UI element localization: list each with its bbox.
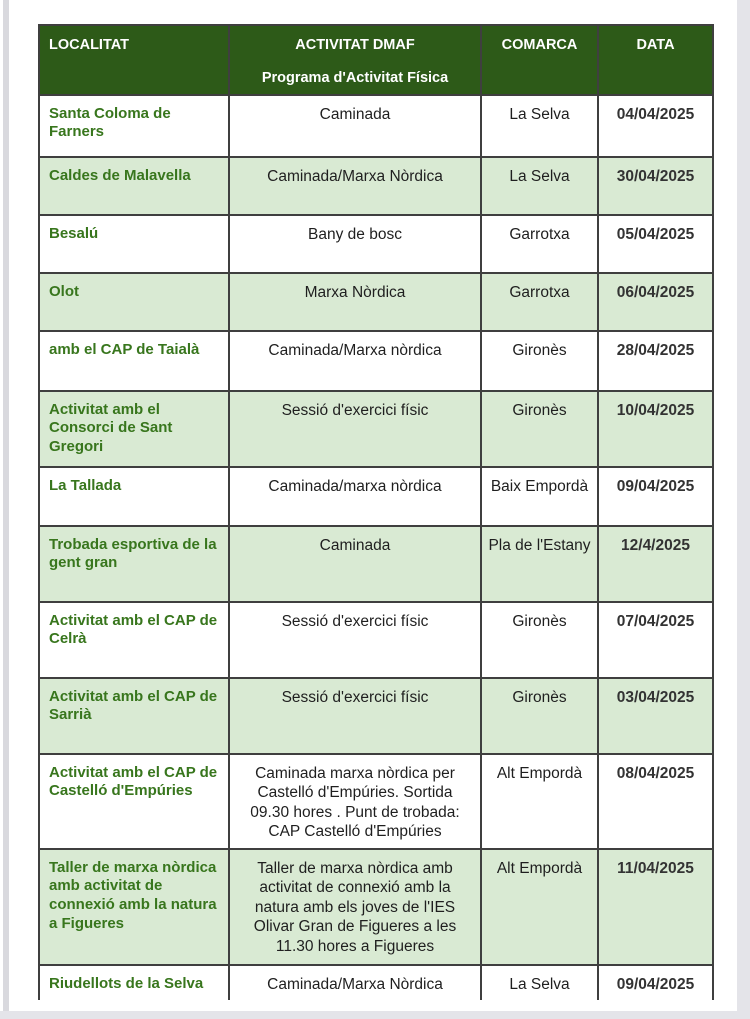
cell-activitat: Taller de marxa nòrdica amb activitat de connexió amb la natura amb els joves de l'IES Olivar Gran de Figueres a les 11.30 hores a Figueres (229, 849, 481, 965)
table-row (39, 391, 713, 467)
table-row (39, 95, 713, 157)
cell-comarca: Baix Empordà (481, 467, 598, 526)
cell-comarca: Pla de l'Estany (481, 526, 598, 602)
cell-localitat: Activitat amb el CAP de Celrà (39, 602, 229, 678)
cell-data: 03/04/2025 (598, 678, 713, 754)
cell-comarca: La Selva (481, 95, 598, 157)
cell-comarca: Gironès (481, 602, 598, 678)
cell-data: 28/04/2025 (598, 331, 713, 391)
page-edge-bottom (0, 1011, 750, 1019)
cell-data: 04/04/2025 (598, 95, 713, 157)
cell-activitat: Caminada marxa nòrdica per Castelló d'Empúries. Sortida 09.30 hores . Punt de trobada: CAP Castelló d'Empúries (229, 754, 481, 849)
cell-comarca: Alt Empordà (481, 849, 598, 965)
table-header (39, 25, 713, 95)
cell-comarca: Gironès (481, 331, 598, 391)
cell-data: 09/04/2025 (598, 467, 713, 526)
cell-activitat: Caminada/Marxa Nòrdica (229, 157, 481, 215)
header-row (39, 25, 713, 95)
cell-localitat: Olot (39, 273, 229, 331)
cell-comarca: Alt Empordà (481, 754, 598, 849)
page-edge-left (3, 0, 9, 1019)
cell-activitat: Caminada/marxa nòrdica (229, 467, 481, 526)
cell-data: 06/04/2025 (598, 273, 713, 331)
header-cell-activitat (229, 25, 481, 95)
cell-data: 08/04/2025 (598, 754, 713, 849)
cell-comarca: Gironès (481, 391, 598, 467)
activities-table-viewport (38, 24, 716, 1000)
cell-data: 07/04/2025 (598, 602, 713, 678)
cell-localitat: Trobada esportiva de la gent gran (39, 526, 229, 602)
page-edge-right (737, 0, 750, 1019)
cell-data: 11/04/2025 (598, 849, 713, 965)
cell-activitat: Sessió d'exercici físic (229, 391, 481, 467)
table-row (39, 602, 713, 678)
cell-comarca: La Selva (481, 157, 598, 215)
cell-data: 30/04/2025 (598, 157, 713, 215)
cell-localitat: Riudellots de la Selva (39, 965, 229, 1000)
cell-activitat: Caminada (229, 526, 481, 602)
cell-activitat: Caminada/Marxa Nòrdica (229, 965, 481, 1000)
table-row (39, 754, 713, 849)
cell-activitat: Caminada (229, 95, 481, 157)
cell-comarca: Garrotxa (481, 273, 598, 331)
cell-data: 09/04/2025 (598, 965, 713, 1000)
cell-activitat: Marxa Nòrdica (229, 273, 481, 331)
table-row (39, 526, 713, 602)
cell-localitat: Activitat amb el CAP de Castelló d'Empúries (39, 754, 229, 849)
cell-localitat: Activitat amb el Consorci de Sant Gregori (39, 391, 229, 467)
cell-localitat: Santa Coloma de Farners (39, 95, 229, 157)
cell-data: 05/04/2025 (598, 215, 713, 273)
cell-activitat: Sessió d'exercici físic (229, 678, 481, 754)
cell-localitat: Activitat amb el CAP de Sarrià (39, 678, 229, 754)
table-row (39, 331, 713, 391)
table-body (39, 95, 713, 1000)
table-row (39, 157, 713, 215)
cell-localitat: Taller de marxa nòrdica amb activitat de connexió amb la natura a Figueres (39, 849, 229, 965)
cell-comarca: Gironès (481, 678, 598, 754)
activities-table (38, 24, 714, 1000)
cell-activitat: Bany de bosc (229, 215, 481, 273)
cell-localitat: Besalú (39, 215, 229, 273)
header-activitat-title: ACTIVITAT DMAF (295, 37, 415, 53)
cell-comarca: Garrotxa (481, 215, 598, 273)
cell-activitat: Sessió d'exercici físic (229, 602, 481, 678)
cell-localitat: amb el CAP de Taialà (39, 331, 229, 391)
cell-data: 12/4/2025 (598, 526, 713, 602)
cell-data: 10/04/2025 (598, 391, 713, 467)
table-row (39, 273, 713, 331)
cell-localitat: La Tallada (39, 467, 229, 526)
table-row (39, 678, 713, 754)
header-activitat-subtitle: Programa d'Activitat Física (261, 70, 449, 87)
cell-localitat: Caldes de Malavella (39, 157, 229, 215)
header-cell-localitat: LOCALITAT (39, 25, 229, 95)
header-cell-data: DATA (598, 25, 713, 95)
table-row (39, 215, 713, 273)
header-cell-comarca: COMARCA (481, 25, 598, 95)
cell-activitat: Caminada/Marxa nòrdica (229, 331, 481, 391)
table-row (39, 965, 713, 1000)
table-row (39, 849, 713, 965)
table-row (39, 467, 713, 526)
cell-comarca: La Selva (481, 965, 598, 1000)
